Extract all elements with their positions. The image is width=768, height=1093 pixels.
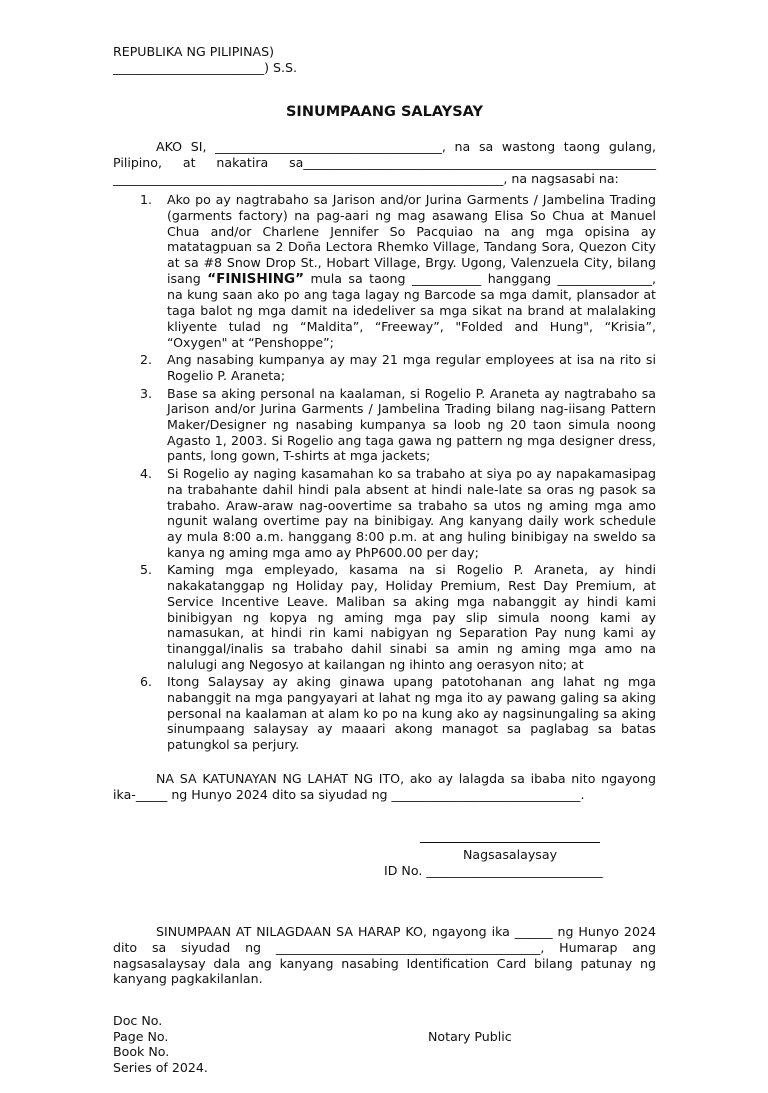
item-bold-text: “FINISHING” — [207, 270, 304, 287]
item-text: Itong Salaysay ay aking ginawa upang patotohanan ang lahat ng mga nabanggit na mga pangyayari at lahat ng mga ito ay pawang galing sa aking personal na kaalaman at alam ko po na kung ako ay nagsinungaling sa aking sinumpaang salaysay ay maaari akong managot sa paglabag sa batas patungkol sa perjury. — [167, 674, 656, 753]
page-number: Page No. — [113, 1028, 169, 1044]
list-item — [113, 562, 656, 672]
item-number: 5. — [140, 562, 153, 578]
item-text: Ang nasabing kumpanya ay may 21 mga regular employees at isa na rito si Rogelio P. Araneta; — [167, 352, 656, 383]
item-number: 1. — [140, 192, 153, 208]
list-item — [113, 674, 656, 753]
item-number: 3. — [140, 385, 153, 401]
header-ss: ________________________) S.S. — [113, 59, 298, 75]
witness-paragraph: NA SA KATUNAYAN NG LAHAT NG ITO, ako ay lalagda sa ibaba nito ngayong ika-_____ ng Hunyo 2024 dito sa siyudad ng ______________________________. — [113, 770, 656, 802]
header-republic: REPUBLIKA NG PILIPINAS) — [113, 44, 275, 59]
document-title: SINUMPAANG SALAYSAY — [285, 104, 484, 121]
statement-list — [113, 192, 656, 753]
item-text: Base sa aking personal na kaalaman, si Rogelio P. Araneta ay nagtrabaho sa Jarison and/or Jurina Garments / Jambelina Trading bilang nag-iisang Pattern Maker/Designer ng nasabing kumpanya sa loob ng 20 taon simula noong Agasto 1, 2003. Si Rogelio ang taga gawa ng pattern ng mga designer dress, pants, long gown, T-shirts at mga jackets; — [167, 385, 656, 464]
item-text: mula sa taong ___________ hanggang _______________, na kung saan ako po ang taga lagay ng Barcode sa mga damit, plansador at taga balot ng mga damit na idedeliver sa mga sikat na brand at malalaking kliyente tulad ng “Maldita”, “Freeway”, "Folded and Hung", “Krisia”, “Oxygen" at “Penshoppe”; — [167, 270, 656, 350]
series-year: Series of 2024. — [113, 1060, 208, 1076]
item-number: 6. — [140, 674, 153, 690]
book-number: Book No. — [113, 1044, 170, 1060]
sworn-paragraph: SINUMPAAN AT NILAGDAAN SA HARAP KO, ngayong ika ______ ng Hunyo 2024 dito sa siyudad ng __________________________________________, Humarap ang nagsasalaysay dala ang kanyang nasabing Identification Card bilang patunay ng kanyang pagkakilanlan. — [113, 924, 656, 987]
notary-footer — [113, 1013, 656, 1093]
item-text: Ako po ay nagtrabaho sa Jarison and/or Jurina Garments / Jambelina Trading (garments factory) na pag-aari ng mag asawang Elisa So Chua at Manuel Chua and/or Charlene Jennifer So Pacquiao na ang mga opisina ay matatagpuan sa 2 Doña Lectora Rhemko Village, Tandang Sora, Quezon City at sa #8 Snow Drop St., Hobart Village, Brgy. Ugong, Valenzuela City, bilang isang — [167, 192, 656, 286]
id-number-line: ID No. ____________________________ — [384, 863, 603, 879]
signature-block — [113, 842, 656, 902]
document-page — [113, 44, 656, 1093]
list-item — [113, 192, 656, 350]
list-item — [113, 352, 656, 383]
list-item — [113, 466, 656, 560]
item-text: Kaming mga empleyado, kasama na si Rogelio P. Araneta, ay hindi nakakatanggap ng Holiday pay, Holiday Premium, Rest Day Premium, at Service Incentive Leave. Maliban sa aking mga nabanggit ay hindi kami binibigyan ng kopya ng aming mga pay slip simula noong kami ay namasukan, at hindi rin kami nabigyan ng Separation Pay nung kami ay tinanggal/inalis sa trabaho dahil sinabi sa amin ng aming mga amo na nalulugi ang Negosyo at kailangan ng ihinto ang oerasyon nito; at — [167, 562, 656, 672]
signature-label: Nagsasalaysay — [462, 847, 558, 863]
signature-line — [420, 842, 600, 843]
doc-number: Doc No. — [113, 1013, 163, 1029]
intro-paragraph: AKO SI, ____________________________________, na sa wastong taong gulang, Pilipino, at nakatira sa________________________________________________________ ______________________________________________________________, na nagsasabi na: — [113, 139, 656, 186]
notary-public-label: Notary Public — [428, 1028, 512, 1044]
item-number: 2. — [140, 352, 153, 368]
list-item — [113, 386, 656, 465]
item-text: Si Rogelio ay naging kasamahan ko sa trabaho at siya po ay napakamasipag na trabahante dahil hindi pala absent at hindi nale-late sa oras ng pasok sa trabaho. Araw-araw nag-oovertime sa trabaho sa utos ng aming mga amo ngunit walang overtime pay na binibigay. Ang kanyang daily work schedule ay mula 8:00 a.m. hanggang 8:00 p.m. at ang huling binibigay na sweldo sa kanya ng aming mga amo ay PhP600.00 per day; — [167, 466, 656, 560]
item-number: 4. — [140, 466, 153, 482]
